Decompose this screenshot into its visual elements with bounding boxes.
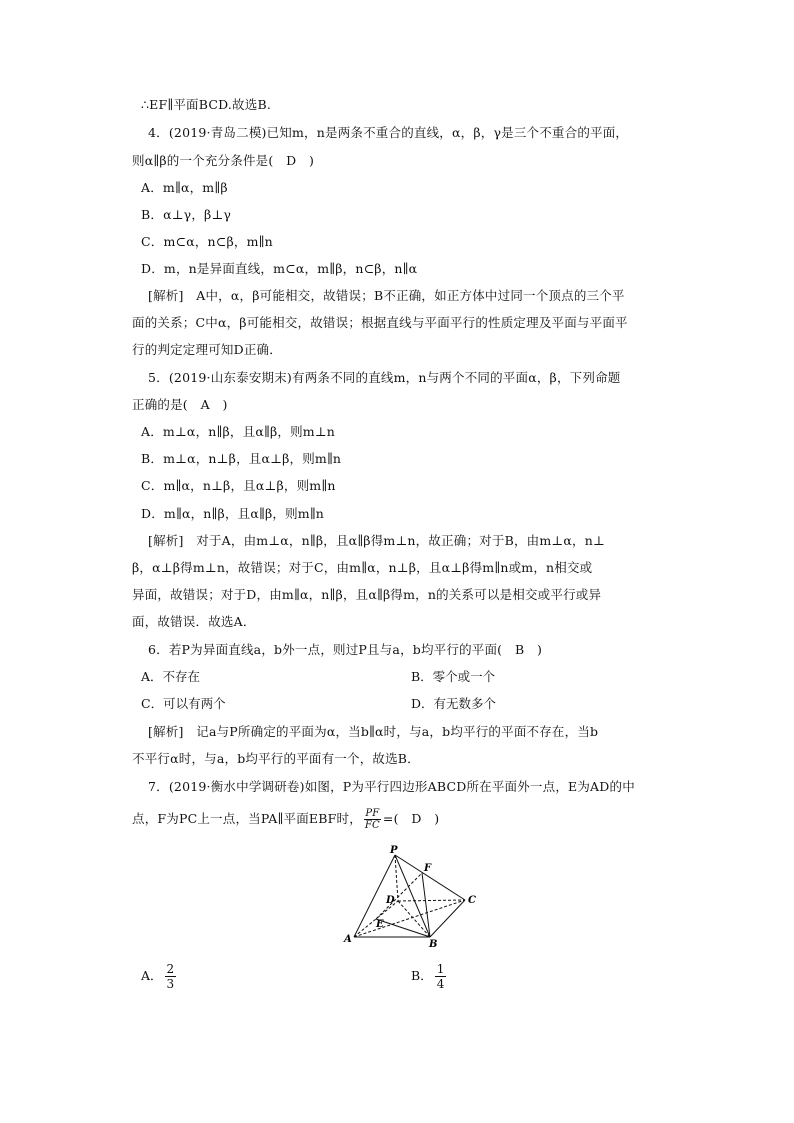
fraction-2-3 — [165, 962, 177, 991]
fraction-denominator: 4 — [436, 977, 445, 991]
answer-6-analysis-cont: 不平行α时，与a，b均平行的平面有一个，故选B． — [132, 751, 420, 766]
answer-5-analysis: [解析] 对于A，由m⊥α，n∥β，且α∥β得m⊥n，故正确；对于B，由m⊥α，n⊥ — [148, 533, 605, 548]
answer-5-analysis-cont: 异面，故错误；对于D，由m∥α，n∥β，且α∥β得m，n的关系可以是相交或平行或异 — [132, 587, 602, 602]
label-b: B — [429, 939, 438, 950]
fraction-pf-fc — [364, 808, 381, 831]
question-5-option-d: D．m∥α，n∥β，且α∥β，则m∥n — [141, 506, 325, 521]
question-5-stem-cont: 正确的是( A ) — [132, 397, 228, 412]
fraction-numerator: PF — [365, 808, 380, 819]
answer-4-analysis-cont: 行的判定定理可知D正确． — [132, 342, 282, 357]
answer-4-analysis-cont: 面的关系；C中α，β可能相交，故错误；根据直线与平面平行的性质定理及平面与平面平 — [132, 315, 628, 330]
pyramid-figure — [340, 845, 490, 950]
label-e: E — [376, 919, 384, 930]
question-4-option-d: D．m，n是异面直线，m⊂α，m∥β，n⊂β，n∥α — [141, 261, 418, 276]
question-7-text: 点，F为PC上一点，当PA∥平面EBF时， — [132, 811, 362, 826]
question-5-option-c: C．m∥α，n⊥β，且α⊥β，则m∥n — [141, 478, 336, 493]
edge-pc — [395, 855, 465, 900]
question-6-stem: 6．若P为异面直线a，b外一点，则过P且与a，b均平行的平面( B ) — [148, 642, 543, 657]
question-4-option-c: C．m⊂α，n⊂β，m∥n — [141, 234, 273, 249]
answer-4-analysis: [解析] A中，α，β可能相交，故错误；B不正确，如正方体中过同一个顶点的三个平 — [148, 288, 625, 303]
answer-5-analysis-cont: β，α⊥β得m⊥n，故错误；对于C，由m∥α，n⊥β，且α⊥β得m∥n或m，n相交或 — [132, 560, 593, 575]
label-f: F — [424, 863, 432, 874]
label-c: C — [468, 895, 476, 906]
question-5-option-a: A．m⊥α，n∥β，且α∥β，则m⊥n — [141, 424, 336, 439]
edge-dc — [398, 900, 465, 901]
fraction-numerator: 2 — [166, 962, 175, 976]
fraction-denominator: FC — [364, 820, 380, 831]
question-6-option-c: C．可以有两个 — [141, 696, 226, 711]
diagonal-ac — [354, 900, 465, 937]
question-7-answer: =( D ) — [382, 811, 440, 826]
option-label: A． — [141, 968, 163, 983]
question-7-stem-cont — [132, 808, 439, 831]
text-line: ∴EF∥平面BCD.故选B. — [141, 97, 272, 112]
question-4-stem: 4．(2019·青岛二模)已知m，n是两条不重合的直线，α，β，γ是三个不重合的平面， — [148, 125, 629, 140]
question-7-option-b — [411, 962, 446, 991]
answer-5-analysis-cont: 面，故错误．故选A． — [132, 614, 256, 629]
question-4-option-b: B．α⊥γ，β⊥γ — [141, 207, 232, 222]
fraction-1-4 — [435, 962, 447, 991]
edge-bc — [430, 900, 465, 937]
label-d: D — [386, 895, 395, 906]
answer-6-analysis: [解析] 记a与P所确定的平面为α，当b∥α时，与a，b均平行的平面不存在，当b — [148, 724, 599, 739]
question-6-option-b: B．零个或一个 — [411, 669, 496, 684]
question-4-option-a: A．m∥α，m∥β — [141, 180, 228, 195]
question-6-option-d: D．有无数多个 — [411, 696, 497, 711]
label-p: P — [390, 845, 398, 856]
question-5-stem: 5．(2019·山东泰安期末)有两条不同的直线m，n与两个不同的平面α，β，下列命题 — [148, 370, 621, 385]
question-5-option-b: B．m⊥α，n⊥β，且α⊥β，则m∥n — [141, 451, 342, 466]
fraction-numerator: 1 — [436, 962, 445, 976]
option-label: B． — [411, 968, 433, 983]
question-4-stem-cont: 则α∥β的一个充分条件是( D ) — [132, 153, 315, 168]
question-7-stem: 7．(2019·衡水中学调研卷)如图，P为平行四边形ABCD所在平面外一点，E为AD的中 — [148, 779, 635, 794]
question-6-option-a: A．不存在 — [141, 669, 201, 684]
label-a: A — [344, 934, 352, 945]
fraction-denominator: 3 — [166, 977, 175, 991]
question-7-option-a — [141, 962, 176, 991]
